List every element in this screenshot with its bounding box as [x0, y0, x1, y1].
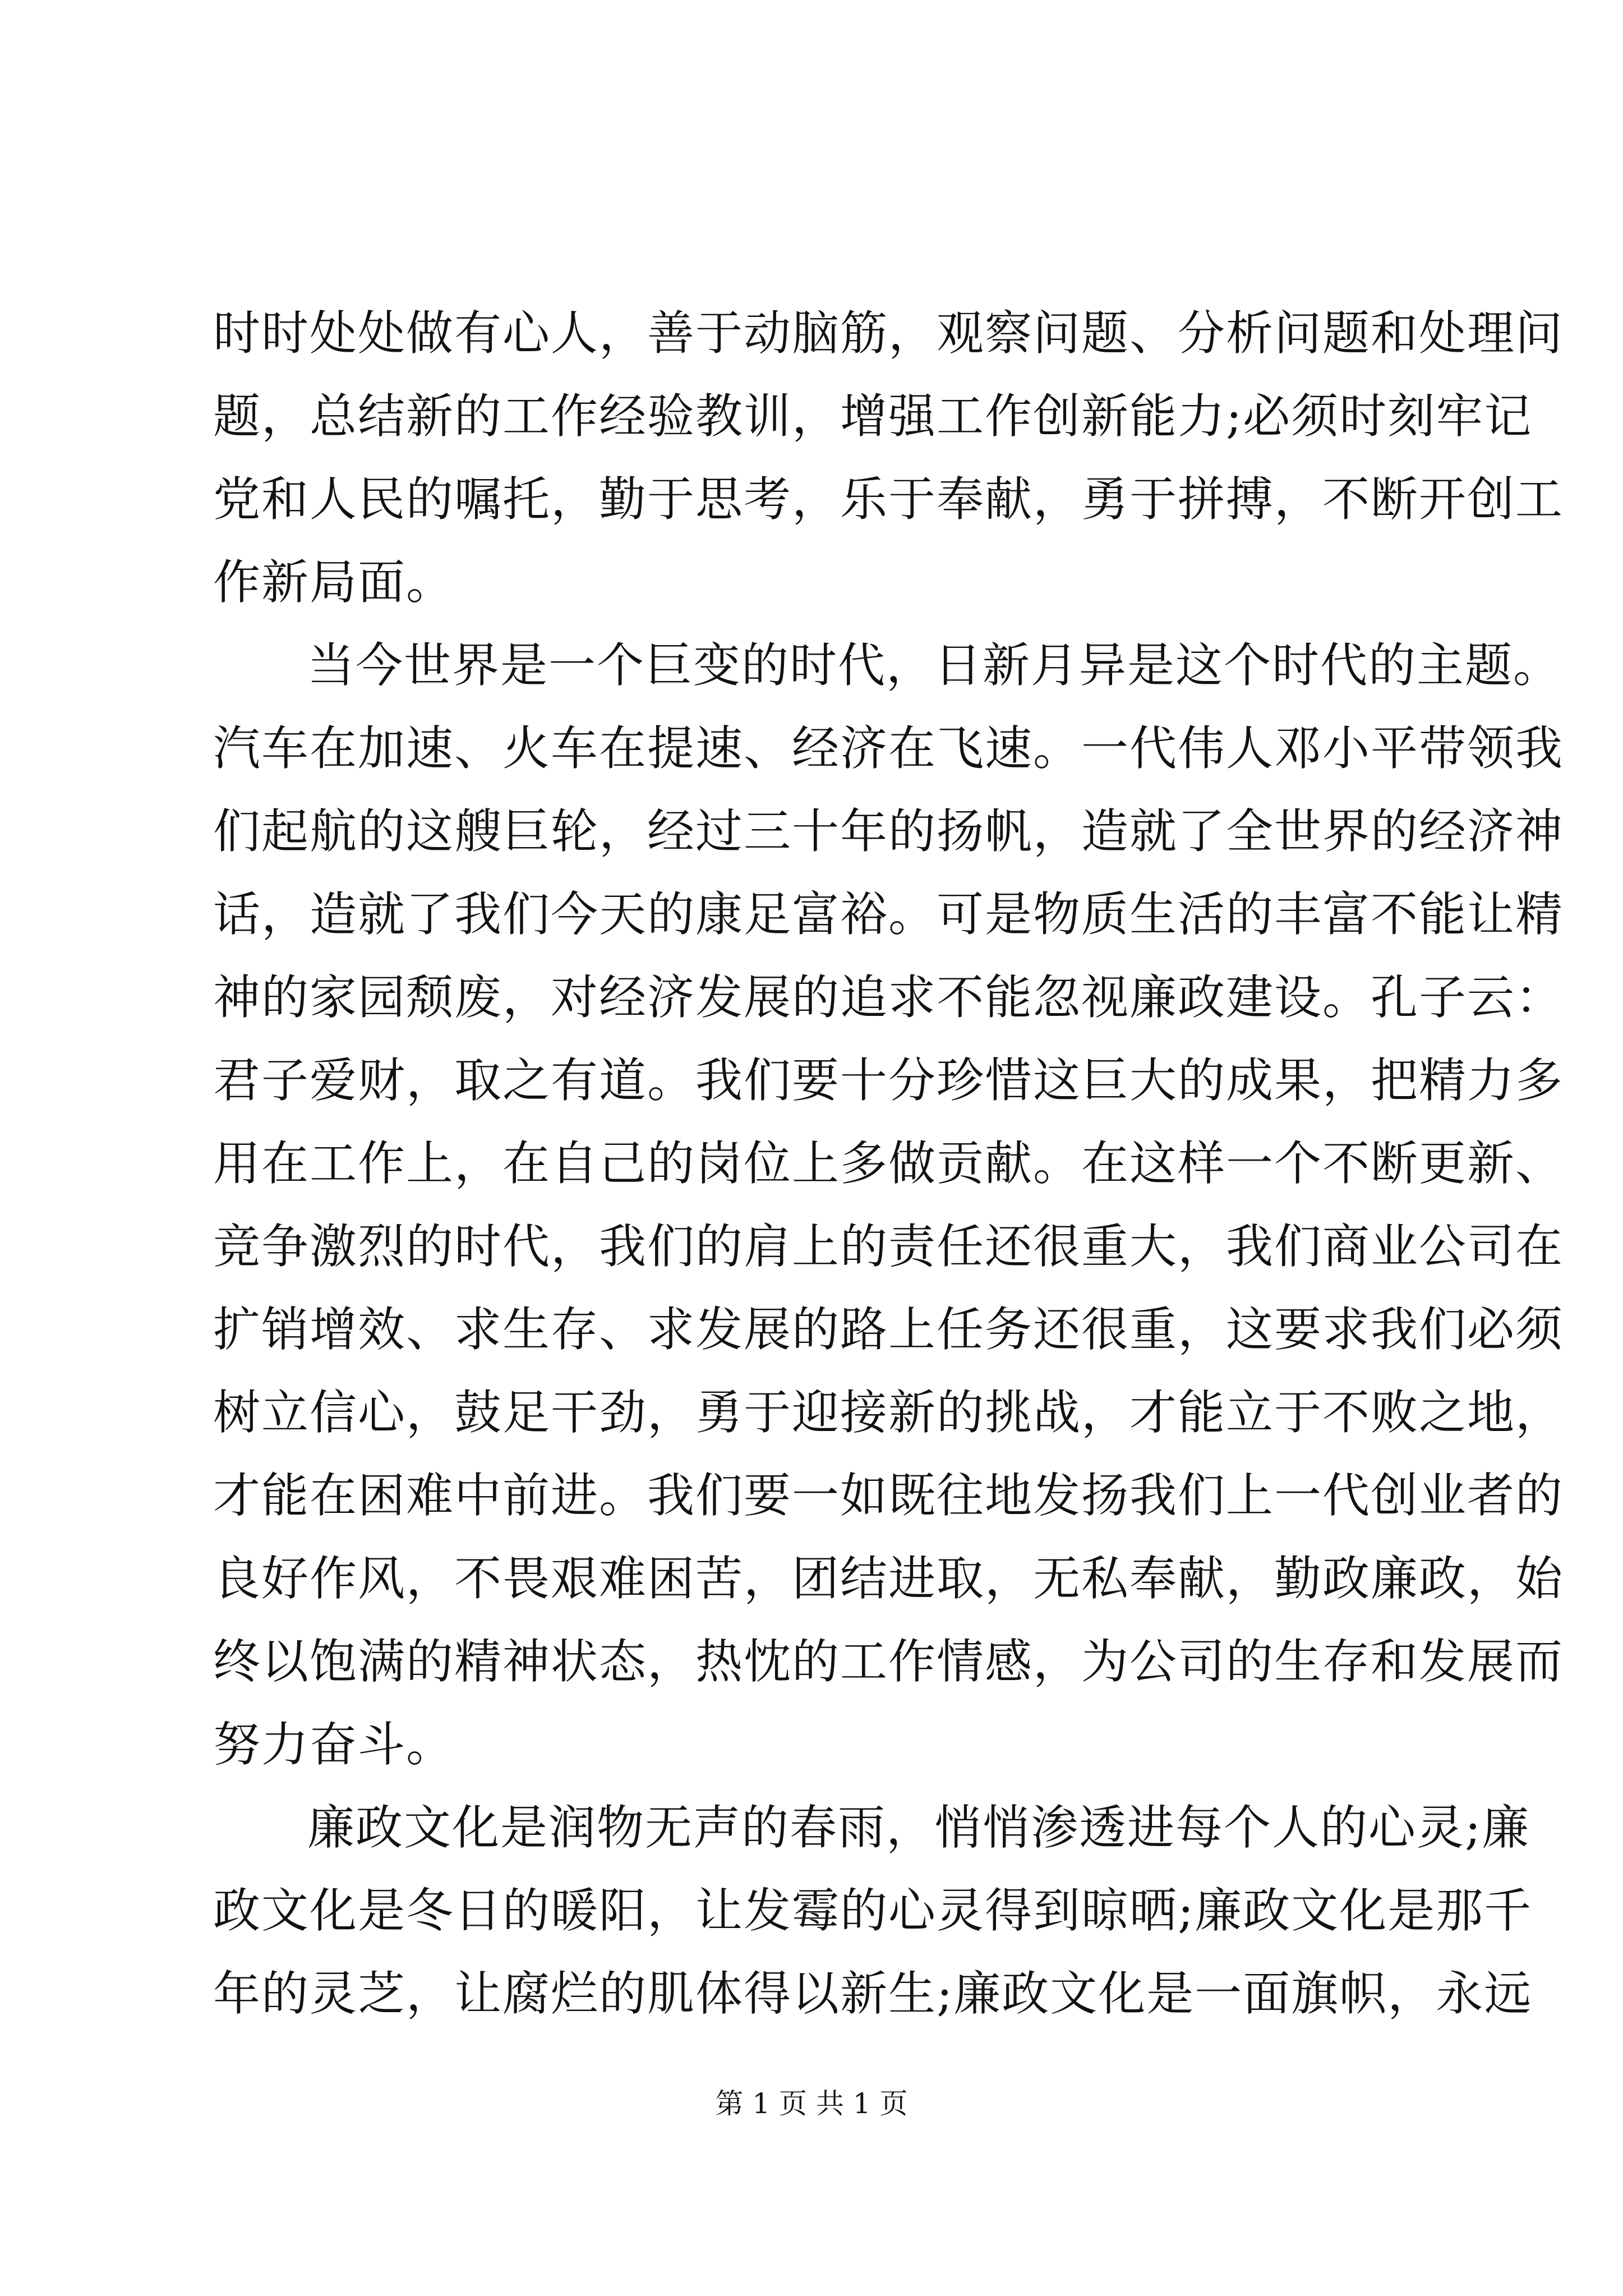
text-line: 才能在困难中前进。我们要一如既往地发扬我们上一代创业者的: [213, 1468, 1564, 1523]
text-line: 当今世界是一个巨变的时代，日新月异是这个时代的主题。: [307, 638, 1562, 693]
paragraph: [213, 624, 1564, 1786]
text-line: 汽车在加速、火车在提速、经济在飞速。一代伟人邓小平带领我: [213, 721, 1564, 776]
text-line: 们起航的这艘巨轮，经过三十年的扬帆，造就了全世界的经济神: [213, 804, 1564, 859]
page-footer: 第 1 页 共 1 页: [715, 2087, 908, 2120]
text-line: 努力奋斗。: [213, 1717, 455, 1772]
text-line: 话，造就了我们今天的康足富裕。可是物质生活的丰富不能让精: [213, 887, 1564, 942]
text-line: 年的灵芝，让腐烂的肌体得以新生;廉政文化是一面旗帜，永远: [213, 1966, 1533, 2021]
text-line: 竞争激烈的时代，我们的肩上的责任还很重大，我们商业公司在: [213, 1219, 1564, 1274]
text-line: 用在工作上，在自己的岗位上多做贡献。在这样一个不断更新、: [213, 1136, 1564, 1191]
text-line: 终以饱满的精神状态，热忱的工作情感，为公司的生存和发展而: [213, 1634, 1564, 1689]
text-line: 党和人民的嘱托，勤于思考，乐于奉献，勇于拼搏，不断开创工: [213, 472, 1564, 527]
text-line: 政文化是冬日的暖阳，让发霉的心灵得到晾晒;廉政文化是那千: [213, 1883, 1533, 1938]
text-line: 时时处处做有心人，善于动脑筋，观察问题、分析问题和处理问: [213, 306, 1564, 361]
text-line: 神的家园颓废，对经济发展的追求不能忽视廉政建设。孔子云：: [213, 970, 1564, 1025]
paragraph: [213, 1786, 1533, 2035]
text-line: 君子爱财，取之有道。我们要十分珍惜这巨大的成果，把精力多: [213, 1053, 1564, 1108]
text-line: 扩销增效、求生存、求发展的路上任务还很重，这要求我们必须: [213, 1302, 1564, 1357]
text-line: 树立信心，鼓足干劲，勇于迎接新的挑战，才能立于不败之地，: [213, 1385, 1564, 1440]
document-body: [213, 292, 1564, 2035]
text-line: 作新局面。: [213, 555, 455, 610]
text-line: 题，总结新的工作经验教训，增强工作创新能力;必须时刻牢记: [213, 389, 1533, 444]
paragraph: [213, 292, 1564, 624]
text-line: 廉政文化是润物无声的春雨，悄悄渗透进每个人的心灵;廉: [307, 1800, 1530, 1855]
text-line: 良好作风，不畏艰难困苦，团结进取，无私奉献，勤政廉政，始: [213, 1551, 1564, 1606]
